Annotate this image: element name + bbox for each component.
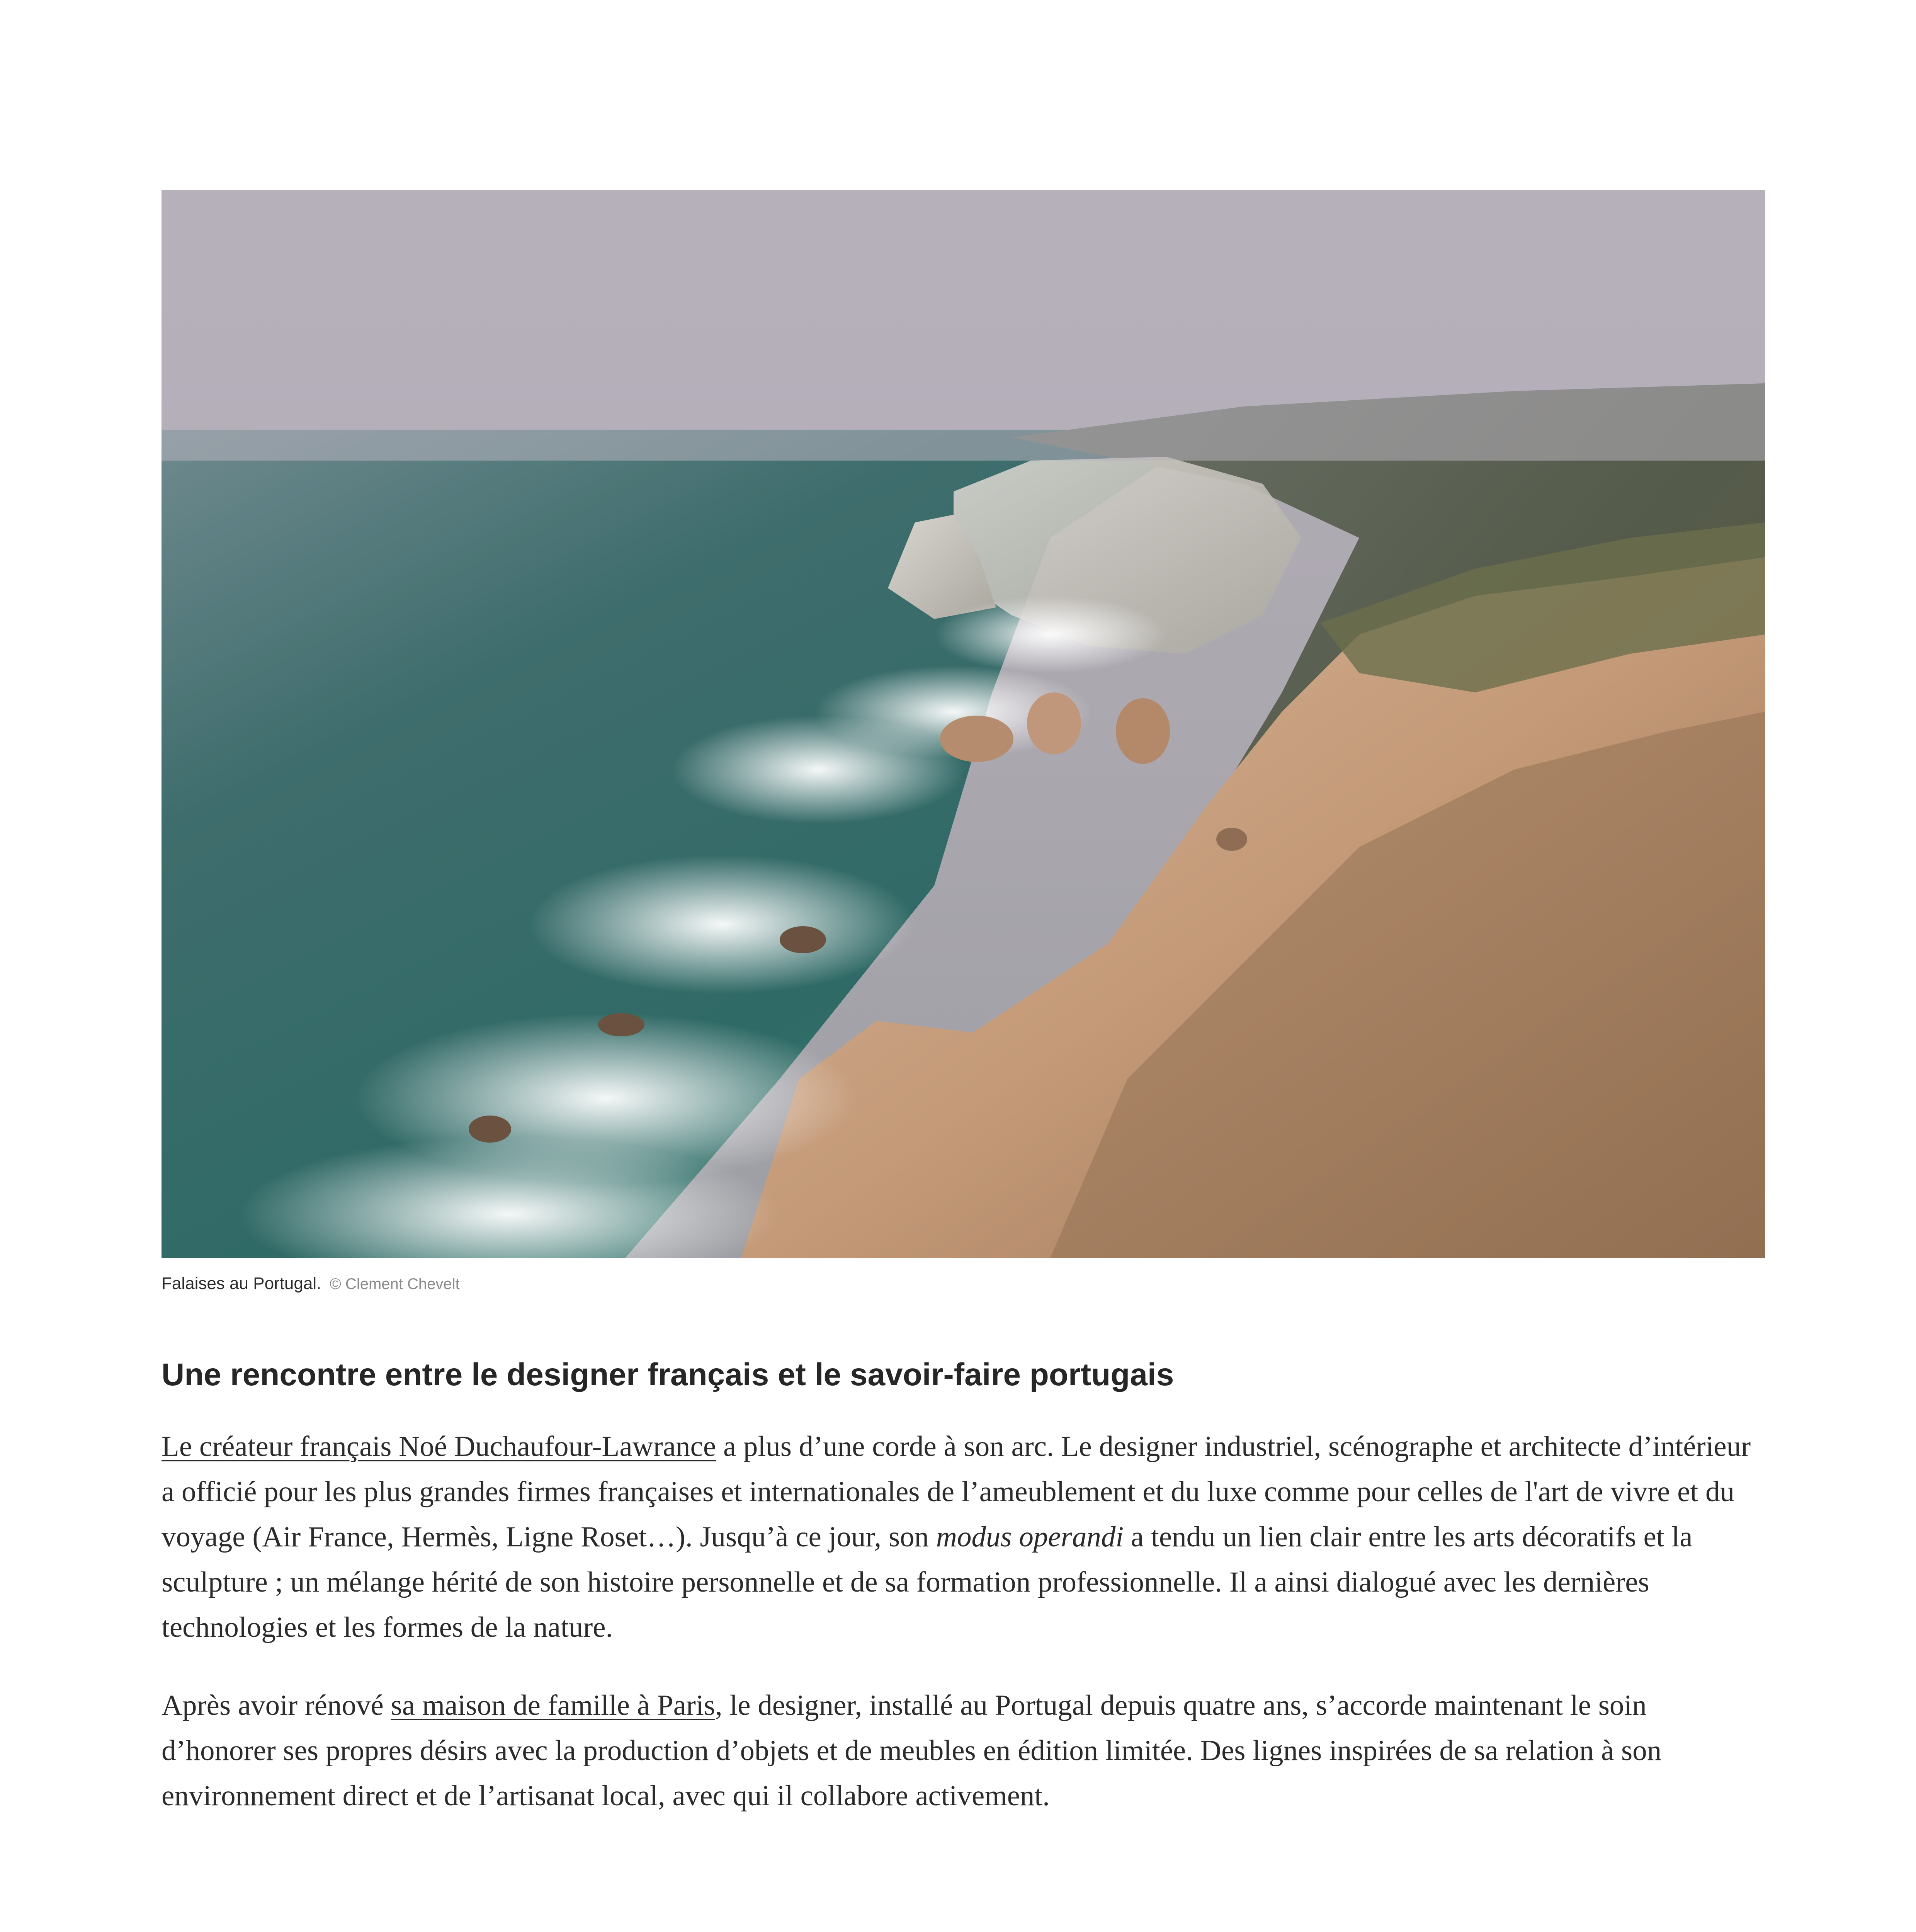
paragraph-1-text-b: a tendu un lien clair entre les arts décoratifs et la sculpture ; un mélange hérité de son histoire personnelle et de sa formation professionnelle. Il a ainsi dialogué avec les dernières technologies et les formes de la nature. [162,1521,1693,1643]
family-house-link[interactable]: sa maison de famille à Paris [391,1689,715,1721]
paragraph-1 [162,1424,1765,1650]
caption-text: Falaises au Portugal. [162,1274,321,1293]
photo-credit: © Clement Chevelt [330,1276,460,1293]
figure-caption [162,1272,1765,1296]
paragraph-1-italic: modus operandi [936,1521,1124,1553]
cliffs-image [162,190,1765,1258]
paragraph-2 [162,1683,1765,1818]
paragraph-1-text-a: a plus d’une corde à son arc. Le designer industriel, scénographe et architecte d’intérieur a officié pour les plus grandes firmes françaises et internationales de l’ameublement et du luxe comme pour celles de l'art de vivre et du voyage (Air France, Hermès, Ligne Roset…). Jusqu’à ce jour, son [162,1430,1751,1553]
section-heading: Une rencontre entre le designer français et le savoir-faire portugais [162,1357,1174,1392]
paragraph-2-text-b: , le designer, installé au Portugal depuis quatre ans, s’accorde maintenant le soin d’honorer ses propres désirs avec la production d’objets et de meubles en édition limitée. Des lignes inspirées de sa relation à son environnement direct et de l’artisanat local, avec qui il collabore activement. [162,1689,1662,1812]
hero-photo [162,190,1765,1258]
paragraph-2-text-a: Après avoir rénové [162,1689,391,1721]
article-page [162,190,1765,1818]
hero-figure [162,190,1765,1296]
designer-link[interactable]: Le créateur français Noé Duchaufour-Lawrance [162,1430,716,1463]
